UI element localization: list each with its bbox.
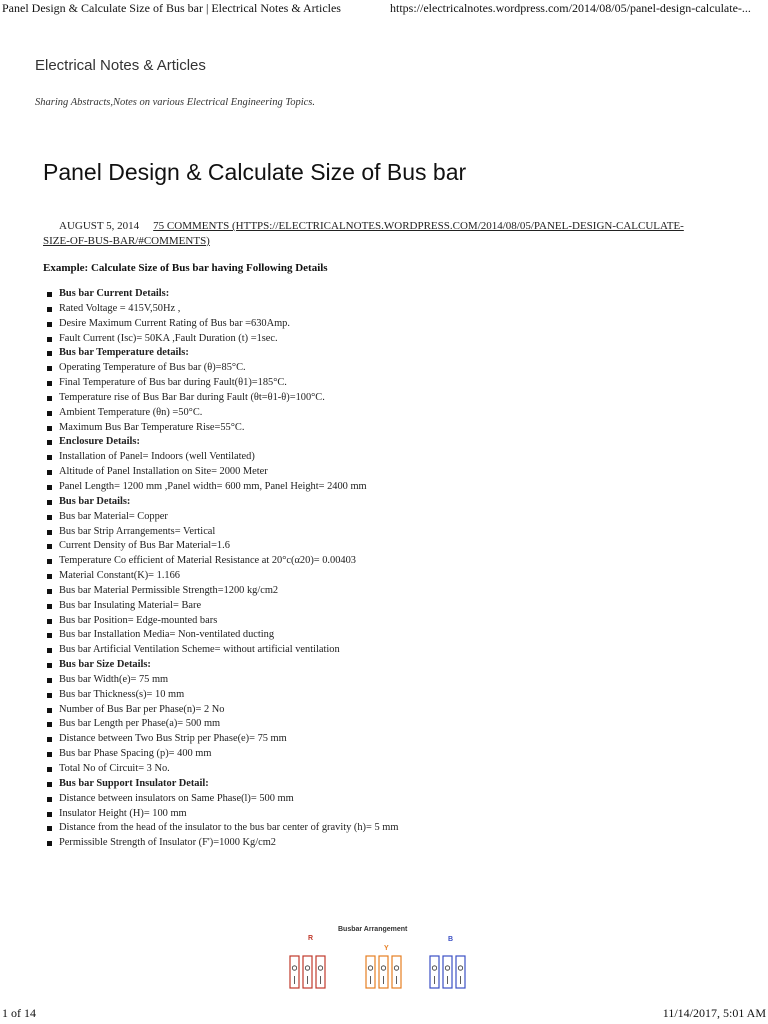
list-item: Operating Temperature of Bus bar (θ)=85°C. bbox=[43, 361, 398, 376]
list-item: Bus bar Insulating Material= Bare bbox=[43, 599, 398, 614]
list-item: Bus bar Installation Media= Non-ventilated ducting bbox=[43, 628, 398, 643]
list-item: Bus bar Strip Arrangements= Vertical bbox=[43, 525, 398, 540]
phase-label: B bbox=[448, 936, 454, 943]
list-item: Material Constant(K)= 1.166 bbox=[43, 569, 398, 584]
list-item: Panel Length= 1200 mm ,Panel width= 600 mm, Panel Height= 2400 mm bbox=[43, 480, 398, 495]
list-item: Desire Maximum Current Rating of Bus bar =630Amp. bbox=[43, 317, 398, 332]
list-item: Bus bar Material Permissible Strength=1200 kg/cm2 bbox=[43, 584, 398, 599]
list-item: Fault Current (Isc)= 50KA ,Fault Duration (t) =1sec. bbox=[43, 332, 398, 347]
busbar-fixing bbox=[381, 966, 385, 970]
list-item: Current Density of Bus Bar Material=1.6 bbox=[43, 539, 398, 554]
busbar-fixing bbox=[445, 966, 449, 970]
post-meta bbox=[43, 219, 693, 249]
phase-label: R bbox=[308, 935, 314, 942]
list-item: Altitude of Panel Installation on Site= 2000 Meter bbox=[43, 465, 398, 480]
list-item: Bus bar Width(e)= 75 mm bbox=[43, 673, 398, 688]
list-section-heading: Bus bar Support Insulator Detail: bbox=[43, 777, 398, 792]
phase-label: Y bbox=[384, 945, 389, 952]
list-section-heading: Enclosure Details: bbox=[43, 435, 398, 450]
busbar-arrangement-figure bbox=[280, 922, 500, 992]
list-item: Bus bar Thickness(s)= 10 mm bbox=[43, 688, 398, 703]
list-item: Insulator Height (H)= 100 mm bbox=[43, 807, 398, 822]
page-number: 1 of 14 bbox=[2, 1006, 36, 1020]
list-item: Temperature Co efficient of Material Resistance at 20°c(α20)= 0.00403 bbox=[43, 554, 398, 569]
list-item: Bus bar Position= Edge-mounted bars bbox=[43, 614, 398, 629]
list-item: Bus bar Length per Phase(a)= 500 mm bbox=[43, 717, 398, 732]
list-item: Bus bar Phase Spacing (p)= 400 mm bbox=[43, 747, 398, 762]
list-item: Distance from the head of the insulator to the bus bar center of gravity (h)= 5 mm bbox=[43, 821, 398, 836]
site-tagline: Sharing Abstracts,Notes on various Electrical Engineering Topics. bbox=[35, 97, 315, 108]
list-item: Distance between Two Bus Strip per Phase(e)= 75 mm bbox=[43, 732, 398, 747]
list-item: Total No of Circuit= 3 No. bbox=[43, 762, 398, 777]
comments-link[interactable]: 75 COMMENTS (HTTPS://ELECTRICALNOTES.WORDPRESS.COM/2014/08/05/PANEL-DESIGN-CALCULATE-SIZE-OF-BUS-BAR/#COMMENTS) bbox=[43, 220, 684, 247]
post-date: AUGUST 5, 2014 bbox=[59, 220, 140, 232]
busbar-phase-group bbox=[290, 935, 325, 988]
list-section-heading: Bus bar Temperature details: bbox=[43, 346, 398, 361]
example-heading: Example: Calculate Size of Bus bar having Following Details bbox=[43, 262, 328, 274]
busbar-fixing bbox=[305, 966, 309, 970]
list-item: Distance between insulators on Same Phase(l)= 500 mm bbox=[43, 792, 398, 807]
figure-caption: Busbar Arrangement bbox=[338, 926, 408, 933]
busbar-phase-group bbox=[430, 936, 465, 988]
print-header-url: https://electricalnotes.wordpress.com/2014/08/05/panel-design-calculate-... bbox=[390, 1, 751, 15]
busbar-fixing bbox=[292, 966, 296, 970]
list-item: Installation of Panel= Indoors (well Ventilated) bbox=[43, 450, 398, 465]
print-footer bbox=[0, 1004, 768, 1024]
list-section-heading: Bus bar Current Details: bbox=[43, 287, 398, 302]
site-title[interactable]: Electrical Notes & Articles bbox=[35, 57, 206, 74]
page-title: Panel Design & Calculate Size of Bus bar bbox=[43, 159, 467, 185]
list-item: Bus bar Material= Copper bbox=[43, 510, 398, 525]
print-timestamp: 11/14/2017, 5:01 AM bbox=[662, 1006, 766, 1020]
list-item: Maximum Bus Bar Temperature Rise=55°C. bbox=[43, 421, 398, 436]
detail-list bbox=[43, 287, 398, 851]
busbar-phase-group bbox=[366, 945, 401, 988]
list-item: Final Temperature of Bus bar during Fault(θ1)=185°C. bbox=[43, 376, 398, 391]
busbar-fixing bbox=[368, 966, 372, 970]
list-item: Rated Voltage = 415V,50Hz , bbox=[43, 302, 398, 317]
busbar-fixing bbox=[458, 966, 462, 970]
busbar-fixing bbox=[432, 966, 436, 970]
list-item: Temperature rise of Bus Bar Bar during Fault (θt=θ1-θ)=100°C. bbox=[43, 391, 398, 406]
list-item: Number of Bus Bar per Phase(n)= 2 No bbox=[43, 703, 398, 718]
busbar-fixing bbox=[394, 966, 398, 970]
list-section-heading: Bus bar Details: bbox=[43, 495, 398, 510]
busbar-fixing bbox=[318, 966, 322, 970]
list-item: Bus bar Artificial Ventilation Scheme= without artificial ventilation bbox=[43, 643, 398, 658]
list-item: Permissible Strength of Insulator (F')=1000 Kg/cm2 bbox=[43, 836, 398, 851]
list-item: Ambient Temperature (θn) =50°C. bbox=[43, 406, 398, 421]
print-header bbox=[0, 0, 768, 18]
print-header-title: Panel Design & Calculate Size of Bus bar | Electrical Notes & Articles bbox=[2, 1, 341, 15]
list-section-heading: Bus bar Size Details: bbox=[43, 658, 398, 673]
